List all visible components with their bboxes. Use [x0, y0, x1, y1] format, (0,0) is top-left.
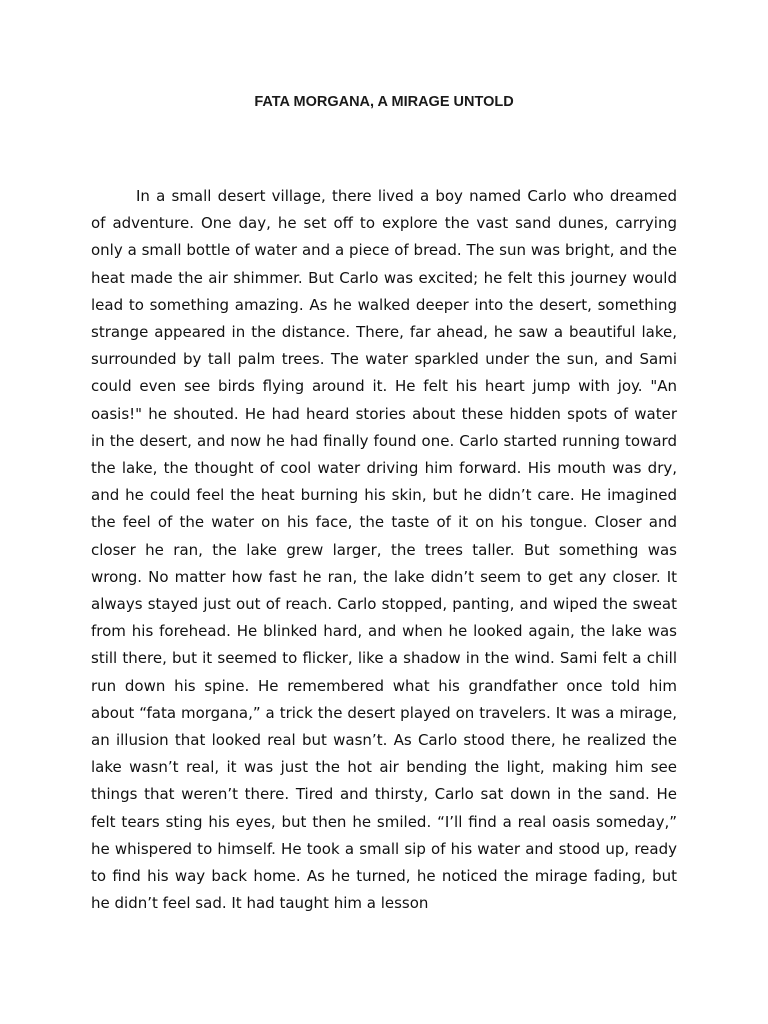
- story-paragraph: In a small desert village, there lived a boy named Carlo who dreamed of adventure. One day, he set off to explore the vast sand dunes, carrying only a small bottle of water and a piece of bread. The sun was bright, and the heat made the air shimmer. But Carlo was excited; he felt this journey would lead to something amazing. As he walked deeper into the desert, something strange appeared in the distance. There, far ahead, he saw a beautiful lake, surrounded by tall palm trees. The water sparkled under the sun, and Sami could even see birds flying around it. He felt his heart jump with joy. "An oasis!" he shouted. He had heard stories about these hidden spots of water in the desert, and now he had finally found one. Carlo started running toward the lake, the thought of cool water driving him forward. His mouth was dry, and he could feel the heat burning his skin, but he didn’t care. He imagined the feel of the water on his face, the taste of it on his tongue. Closer and closer he ran, the lake grew larger, the trees taller. But something was wrong. No matter how fast he ran, the lake didn’t seem to get any closer. It always stayed just out of reach. Carlo stopped, panting, and wiped the sweat from his forehead. He blinked hard, and when he looked again, the lake was still there, but it seemed to flicker, like a shadow in the wind. Sami felt a chill run down his spine. He remembered what his grandfather once told him about “fata morgana,” a trick the desert played on travelers. It was a mirage, an illusion that looked real but wasn’t. As Carlo stood there, he realized the lake wasn’t real, it was just the hot air bending the light, making him see things that weren’t there. Tired and thirsty, Carlo sat down in the sand. He felt tears sting his eyes, but then he smiled. “I’ll find a real oasis someday,” he whispered to himself. He took a small sip of his water and stood up, ready to find his way back home. As he turned, he noticed the mirage fading, but he didn’t feel sad. It had taught him a lesson: [91, 187, 677, 913]
- document-title: FATA MORGANA, A MIRAGE UNTOLD: [254, 94, 514, 110]
